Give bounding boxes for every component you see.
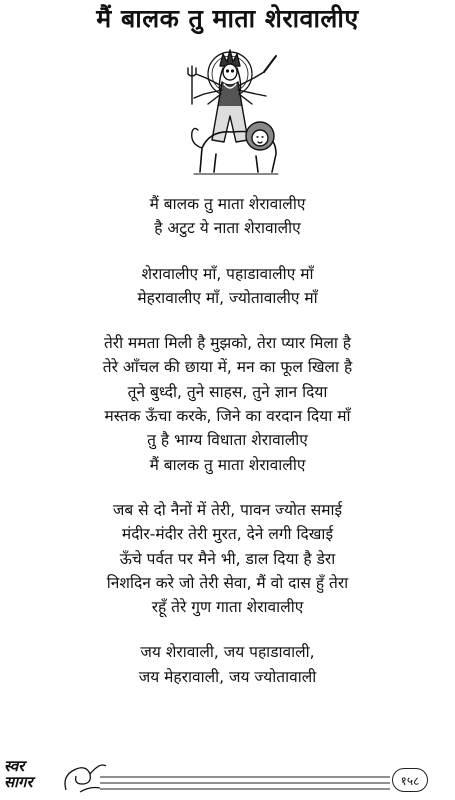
lyric-line: तु है भाग्य विधाता शेरावालीए xyxy=(147,431,308,450)
logo-line: सागर xyxy=(4,773,33,791)
stanza xyxy=(0,262,455,311)
lyric-line: जय मेहरावाली, जय ज्योतावाली xyxy=(138,667,317,686)
lyric-line: निशदिन करे जो तेरी सेवा, मैं वो दास हुँ तेरा xyxy=(106,573,349,592)
goddess-on-lion-icon xyxy=(180,44,284,178)
stanza xyxy=(0,331,455,477)
music-staff-lines xyxy=(100,774,390,792)
lyrics-body xyxy=(0,192,455,710)
lyric-line: मेहरावालीए माँ, ज्योतावालीए माँ xyxy=(137,288,318,307)
stanza xyxy=(0,640,455,689)
lyric-line: ऊँचे पर्वत पर मैने भी, डाल दिया है डेरा xyxy=(119,549,336,568)
lyric-line: मैं बालक तु माता शेरावालीए xyxy=(149,195,306,213)
page-number: १५८ xyxy=(392,768,428,792)
song-title: मैं बालक तु माता शेरावालीए xyxy=(96,4,359,33)
stanza xyxy=(0,192,455,241)
stanza xyxy=(0,498,455,619)
lyric-line: मैं बालक तु माता शेरावालीए xyxy=(149,455,306,474)
lyric-line: जय शेरावाली, जय पहाडावाली, xyxy=(140,643,315,662)
logo-line: स्वर xyxy=(4,757,25,775)
lyric-line: है अटुट ये नाता शेरावालीए xyxy=(154,219,301,238)
lyric-line: मंदीर-मंदीर तेरी मुरत, देने लगी दिखाई xyxy=(121,525,334,544)
lyric-line: तूने बुध्दी, तुने साहस, तुने ज्ञान दिया xyxy=(127,382,328,401)
page-footer xyxy=(0,756,455,800)
lyric-line: जब से दो नैनों में तेरी, पावन ज्योत समाई xyxy=(112,500,343,519)
lyric-line: रहूँ तेरे गुण गाता शेरावालीए xyxy=(151,598,304,617)
lyric-line: तेरी ममता मिली है मुझको, तेरा प्यार मिला है xyxy=(103,334,352,353)
lyric-line: शेरावालीए माँ, पहाडावालीए माँ xyxy=(141,264,314,283)
lyric-line: तेरे आँचल की छाया में, मन का फूल खिला है xyxy=(102,358,353,377)
lyric-line: मस्तक ऊँचा करके, जिने का वरदान दिया माँ xyxy=(104,407,351,426)
